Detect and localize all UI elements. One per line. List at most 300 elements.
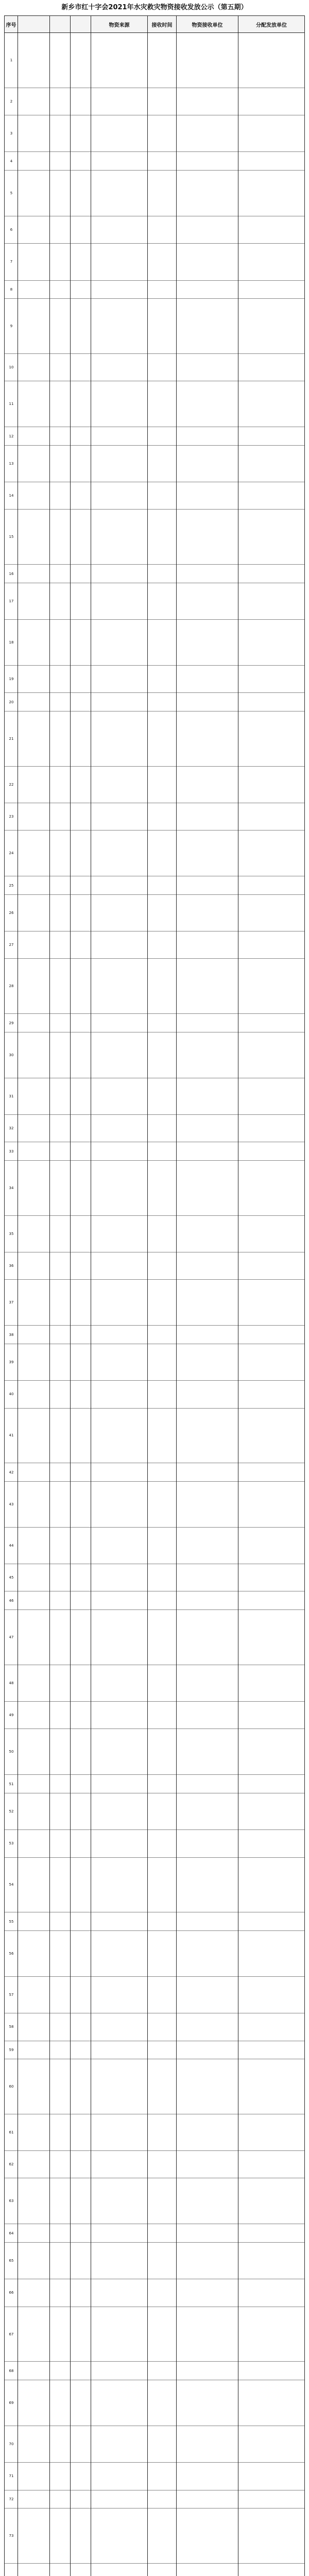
table-cell-no: 9 [10,324,13,328]
table-cell-c3 [71,1912,91,1930]
table-cell-c1 [18,2380,50,2426]
table-cell-c1 [18,2178,50,2224]
table-cell-c4 [91,1591,148,1609]
table-cell-c3 [71,1326,91,1344]
table-cell-c1 [18,354,50,381]
table-cell-c6 [177,2362,238,2380]
table-cell-c4 [91,2380,148,2426]
table-cell-no: 32 [9,1126,14,1131]
table-cell-c7 [238,2564,304,2576]
table-cell-c7 [238,1830,304,1857]
table-cell-no: 3 [10,131,13,136]
table-cell-c1 [18,1793,50,1829]
table-cell-c4 [91,2426,148,2462]
table-cell-c2 [50,565,71,583]
table-cell-c1 [18,767,50,803]
table-cell-c2 [50,1078,71,1114]
table-cell-c3 [71,354,91,381]
table-cell-c1 [18,931,50,958]
table-cell-c4 [91,1528,148,1564]
table-cell-c2 [50,1032,71,1078]
table-cell-c3 [71,693,91,711]
table-cell-c7 [238,2279,304,2306]
table-cell-c6 [177,2114,238,2150]
table-cell-c2 [50,1729,71,1774]
table-cell-c6 [177,446,238,482]
table-cell-c3 [71,1830,91,1857]
table-cell-c6 [177,1115,238,1142]
table-cell-c1 [18,2279,50,2306]
table-cell-c1 [18,510,50,564]
table-cell-no: 11 [9,402,14,406]
table-cell-c1 [18,446,50,482]
table-cell-c4 [91,1482,148,1527]
table-cell-c1 [18,1252,50,1279]
table-cell-c6 [177,2490,238,2509]
header-c3 [71,16,91,32]
table-cell-no: 51 [9,1782,14,1786]
table-cell-no: 16 [9,571,14,576]
table-cell-no: 65 [9,2259,14,2263]
table-cell-c4 [91,931,148,958]
table-cell-c2 [50,2380,71,2426]
table-cell-no: 13 [9,461,14,466]
table-cell-c4 [91,666,148,692]
table-cell-c4 [91,2151,148,2178]
table-cell-c1 [18,482,50,509]
table-cell-c2 [50,2362,71,2380]
column-divider [176,33,177,2576]
table-cell-c7 [238,2490,304,2509]
table-cell-c1 [18,1610,50,1665]
table-cell-c4 [91,1014,148,1032]
table-cell-c7 [238,1775,304,1793]
table-cell-c4 [91,2243,148,2279]
table-body [5,33,304,2576]
table-cell-c7 [238,2224,304,2242]
table-cell-c7 [238,1216,304,1252]
table-cell-no: 62 [9,2162,14,2167]
table-cell-c4 [91,482,148,509]
table-cell-c3 [71,2426,91,2462]
table-cell-c5 [148,446,177,482]
table-cell-c7 [238,1409,304,1463]
table-cell-c5 [148,2224,177,2242]
table-cell-c6 [177,620,238,665]
table-cell-c7 [238,510,304,564]
table-cell-c6 [177,831,238,876]
table-cell-no: 59 [9,2047,14,2052]
table-cell-no: 68 [9,2368,14,2373]
table-cell-c7 [238,1591,304,1609]
table-cell-c2 [50,1858,71,1912]
table-cell-c6 [177,244,238,280]
table-cell-c7 [238,1702,304,1728]
table-cell-c6 [177,2059,238,2114]
table-cell-c4 [91,1344,148,1380]
table-cell-c4 [91,895,148,931]
table-cell-no: 10 [9,365,14,370]
table-cell-c1 [18,1702,50,1728]
table-cell-c3 [71,1793,91,1829]
table-cell-c5 [148,216,177,243]
table-cell-c6 [177,2380,238,2426]
table-cell-no: 6 [10,228,13,232]
table-cell-c7 [238,1665,304,1701]
table-cell-c3 [71,2059,91,2114]
table-cell-c5 [148,152,177,170]
table-cell-c4 [91,2307,148,2362]
table-cell-c6 [177,381,238,427]
table-cell-no: 29 [9,1021,14,1025]
table-cell-c2 [50,2564,71,2576]
table-cell-c4 [91,510,148,564]
table-cell-c4 [91,2013,148,2040]
table-cell-c5 [148,1409,177,1463]
table-cell-c6 [177,1344,238,1380]
table-cell-c4 [91,281,148,299]
table-cell-c4 [91,216,148,243]
table-cell-no: 66 [9,2291,14,2295]
table-cell-c3 [71,1252,91,1279]
table-cell-c3 [71,2151,91,2178]
table-cell-c4 [91,1912,148,1930]
header-c4: 物资来源 [91,16,148,32]
table-cell-c4 [91,1463,148,1481]
table-cell-c4 [91,2178,148,2224]
table-cell-c4 [91,1564,148,1591]
table-cell-c2 [50,831,71,876]
table-cell-c1 [18,2224,50,2242]
table-cell-c7 [238,2151,304,2178]
table-cell-c7 [238,216,304,243]
table-cell-c5 [148,1463,177,1481]
table-cell-no: 28 [9,984,14,989]
table-cell-no: 23 [9,815,14,819]
table-cell-c6 [177,895,238,931]
table-cell-c6 [177,2224,238,2242]
table-cell-c4 [91,1830,148,1857]
table-cell-c2 [50,767,71,803]
table-cell-c5 [148,711,177,766]
table-cell-c3 [71,115,91,151]
table-cell-no: 56 [9,1951,14,1956]
table-cell-c1 [18,876,50,894]
table-cell-c6 [177,711,238,766]
table-cell-c4 [91,2041,148,2059]
table-cell-no: 30 [9,1053,14,1057]
table-cell-c4 [91,115,148,151]
table-cell-c2 [50,427,71,445]
table-cell-no: 35 [9,1231,14,1236]
table-cell-no: 4 [10,159,13,163]
table-cell-no: 42 [9,1470,14,1475]
table-cell-c1 [18,216,50,243]
table-cell-c1 [18,2059,50,2114]
table-cell-no: 44 [9,1543,14,1548]
table-cell-c5 [148,1014,177,1032]
table-cell-c6 [177,171,238,216]
table-cell-c4 [91,583,148,619]
table-cell-c2 [50,2279,71,2306]
table-cell-c7 [238,2426,304,2462]
table-cell-c2 [50,1591,71,1609]
table-cell-c5 [148,1729,177,1774]
table-cell-c1 [18,1912,50,1930]
table-cell-c6 [177,2564,238,2576]
column-divider [70,33,71,2576]
table-cell-c3 [71,2564,91,2576]
table-cell-c5 [148,1931,177,1976]
table-cell-c5 [148,2114,177,2150]
table-cell-c1 [18,244,50,280]
table-cell-c7 [238,666,304,692]
table-cell-c2 [50,1463,71,1481]
header-c2 [50,16,71,32]
table-cell-c7 [238,1482,304,1527]
table-cell-c5 [148,482,177,509]
table-cell-c7 [238,583,304,619]
table-cell-c3 [71,1409,91,1463]
table-cell-c6 [177,1858,238,1912]
table-cell-c6 [177,2041,238,2059]
table-cell-c6 [177,1665,238,1701]
table-cell-c4 [91,2224,148,2242]
table-cell-c4 [91,446,148,482]
table-cell-c2 [50,2151,71,2178]
table-cell-c7 [238,2114,304,2150]
table-cell-c5 [148,299,177,353]
table-cell-c1 [18,895,50,931]
table-cell-c1 [18,1280,50,1325]
table-cell-c5 [148,1344,177,1380]
table-cell-c2 [50,2178,71,2224]
table-cell-c6 [177,803,238,830]
table-cell-no: 22 [9,782,14,787]
table-cell-c1 [18,381,50,427]
table-cell-c4 [91,1142,148,1160]
table-cell-c1 [18,427,50,445]
table-cell-c5 [148,2279,177,2306]
table-cell-c1 [18,1775,50,1793]
table-cell-no: 17 [9,599,14,603]
table-cell-c5 [148,693,177,711]
table-cell-c6 [177,583,238,619]
table-cell-c6 [177,1032,238,1078]
table-cell-c6 [177,666,238,692]
table-cell-c6 [177,152,238,170]
table-cell-c2 [50,1931,71,1976]
table-cell-c2 [50,1115,71,1142]
table-cell-no: 73 [9,2534,14,2538]
table-cell-c2 [50,354,71,381]
table-cell-c6 [177,510,238,564]
table-cell-c6 [177,1564,238,1591]
table-cell-c6 [177,1463,238,1481]
table-cell-c6 [177,88,238,115]
table-cell-c3 [71,1014,91,1032]
table-cell-c5 [148,2059,177,2114]
table-cell-c5 [148,1115,177,1142]
table-cell-no: 37 [9,1300,14,1305]
table-cell-c7 [238,152,304,170]
table-cell-c3 [71,565,91,583]
table-cell-c7 [238,2463,304,2489]
table-cell-c7 [238,88,304,115]
table-cell-c7 [238,1564,304,1591]
table-cell-c2 [50,2463,71,2489]
table-cell-no: 15 [9,535,14,539]
table-cell-c3 [71,583,91,619]
table-cell-c2 [50,803,71,830]
header-c5: 接收时间 [148,16,177,32]
table-cell-c4 [91,33,148,88]
table-cell-no: 27 [9,943,14,947]
table-cell-c7 [238,1912,304,1930]
table-cell-c3 [71,2178,91,2224]
table-cell-c2 [50,1409,71,1463]
table-cell-c6 [177,482,238,509]
table-cell-c7 [238,1014,304,1032]
table-cell-c3 [71,216,91,243]
table-cell-c3 [71,381,91,427]
table-cell-c2 [50,2041,71,2059]
table-cell-c5 [148,1858,177,1912]
table-cell-no: 70 [9,2442,14,2447]
table-cell-c6 [177,281,238,299]
table-cell-no: 24 [9,851,14,856]
table-cell-no: 45 [9,1575,14,1580]
table-cell-c5 [148,666,177,692]
table-cell-c7 [238,876,304,894]
table-cell-no: 55 [9,1919,14,1924]
table-cell-c6 [177,2509,238,2563]
table-cell-c3 [71,1931,91,1976]
table-cell-c4 [91,2279,148,2306]
table-cell-c5 [148,2490,177,2509]
table-cell-c4 [91,1252,148,1279]
table-cell-c6 [177,767,238,803]
table-cell-no: 50 [9,1750,14,1754]
table-cell-c1 [18,2013,50,2040]
table-cell-c3 [71,1665,91,1701]
table-cell-c6 [177,1912,238,1930]
table-cell-c3 [71,152,91,170]
table-cell-c5 [148,1216,177,1252]
table-cell-c3 [71,895,91,931]
table-cell-c5 [148,620,177,665]
table-cell-c3 [71,1729,91,1774]
table-cell-c3 [71,1161,91,1215]
table-cell-c2 [50,2307,71,2362]
table-cell-c4 [91,831,148,876]
table-cell-c2 [50,1326,71,1344]
table-cell-c3 [71,33,91,88]
table-cell-c4 [91,1115,148,1142]
table-cell-c3 [71,1216,91,1252]
table-cell-c1 [18,299,50,353]
table-cell-c6 [177,1528,238,1564]
table-cell-no: 20 [9,700,14,704]
table-cell-c2 [50,299,71,353]
table-cell-c3 [71,666,91,692]
table-cell-c7 [238,1252,304,1279]
table-cell-c2 [50,1161,71,1215]
table-cell-c1 [18,2114,50,2150]
table-cell-c7 [238,1280,304,1325]
table-cell-c1 [18,1344,50,1380]
table-cell-c5 [148,1032,177,1078]
table-cell-c7 [238,281,304,299]
table-cell-c2 [50,2013,71,2040]
table-cell-c6 [177,1381,238,1408]
table-cell-c1 [18,711,50,766]
table-cell-c5 [148,244,177,280]
table-cell-c4 [91,1032,148,1078]
table-cell-c1 [18,33,50,88]
table-cell-c5 [148,2151,177,2178]
table-cell-c1 [18,831,50,876]
table-cell-c2 [50,1142,71,1160]
table-cell-c3 [71,2380,91,2426]
table-cell-c6 [177,565,238,583]
table-cell-no: 46 [9,1598,14,1603]
table-cell-c2 [50,171,71,216]
table-cell-c4 [91,1858,148,1912]
table-cell-no: 63 [9,2199,14,2204]
table-cell-c4 [91,1702,148,1728]
table-cell-no: 38 [9,1332,14,1337]
table-cell-c1 [18,1729,50,1774]
table-cell-c5 [148,1610,177,1665]
table-cell-no: 8 [10,287,13,292]
table-cell-c3 [71,1858,91,1912]
table-cell-c5 [148,354,177,381]
table-cell-c2 [50,583,71,619]
table-cell-c2 [50,959,71,1013]
table-cell-c1 [18,1977,50,2013]
table-cell-c2 [50,876,71,894]
table-cell-no: 47 [9,1635,14,1639]
table-cell-c7 [238,693,304,711]
table-cell-c6 [177,1830,238,1857]
table-cell-c5 [148,1564,177,1591]
table-cell-c1 [18,2243,50,2279]
table-cell-no: 7 [10,260,13,264]
table-cell-c3 [71,2362,91,2380]
table-cell-c7 [238,803,304,830]
table-cell-no: 61 [9,2130,14,2134]
table-cell-c3 [71,1564,91,1591]
table-cell-no: 53 [9,1841,14,1846]
table-cell-c2 [50,1702,71,1728]
table-cell-c2 [50,1216,71,1252]
table-cell-c7 [238,1858,304,1912]
table-cell-c4 [91,381,148,427]
table-cell-c5 [148,381,177,427]
table-cell-c7 [238,33,304,88]
table-cell-c4 [91,1381,148,1408]
table-cell-c2 [50,895,71,931]
table-cell-c6 [177,1252,238,1279]
table-cell-c4 [91,2564,148,2576]
table-cell-c2 [50,931,71,958]
table-cell-no: 71 [9,2474,14,2479]
table-cell-c3 [71,1463,91,1481]
table-cell-c6 [177,2426,238,2462]
table-cell-c7 [238,427,304,445]
table-cell-c4 [91,171,148,216]
